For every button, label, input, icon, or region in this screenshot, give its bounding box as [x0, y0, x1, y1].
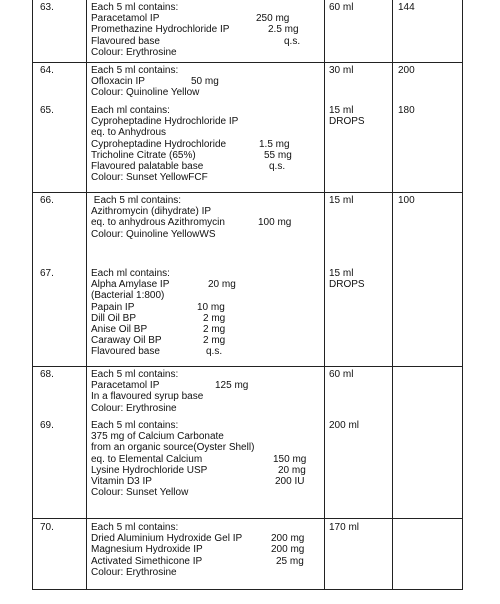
ingredient-quantity: 10 mg [197, 301, 225, 313]
composition-line [91, 76, 319, 87]
ingredient-quantity: 200 mg [271, 544, 305, 556]
ingredient-quantity: 55 mg [264, 149, 292, 161]
ingredient-text: Paracetamol IP [91, 380, 160, 392]
ingredient-quantity: 50 mg [191, 76, 219, 88]
ingredient-text: Alpha Amylase IP [91, 279, 170, 291]
ingredient-text: Each 5 ml contains: [91, 65, 179, 76]
composition-cell [91, 2, 319, 58]
ingredient-quantity: 2.5 mg [268, 24, 299, 36]
composition-line [91, 290, 319, 301]
composition-line [91, 476, 319, 487]
ingredient-quantity: 20 mg [208, 279, 236, 291]
column-divider-1 [86, 0, 87, 590]
composition-line [91, 380, 319, 391]
table-border-bottom [32, 589, 463, 590]
composition-line [91, 302, 319, 313]
ingredient-text: Tricholine Citrate (65%) [91, 149, 196, 161]
composition-line [91, 335, 319, 346]
serial-number: 69. [40, 420, 54, 431]
serial-number: 66. [40, 195, 54, 206]
pack-text: 15 ml [329, 268, 354, 279]
ingredient-text: Cyproheptadine Hydrochloride IP [91, 116, 239, 128]
composition-line [91, 522, 319, 533]
ingredient-quantity: 200 mg [271, 533, 305, 545]
composition-line [91, 369, 319, 380]
composition-line [91, 268, 319, 279]
pack-text: 15 ml [329, 195, 354, 206]
composition-line [91, 324, 319, 335]
ingredient-text: Colour: Quinoline YellowWS [91, 228, 216, 240]
composition-line [91, 403, 319, 414]
pack-text: 30 ml [329, 65, 354, 76]
quantity: 100 [398, 195, 415, 206]
composition-line [91, 2, 319, 13]
composition-line [91, 567, 319, 578]
ingredient-quantity: 150 mg [273, 453, 307, 465]
composition-line [91, 13, 319, 24]
ingredient-text: Lysine Hydrochloride USP [91, 464, 208, 476]
ingredient-quantity: 200 IU [275, 475, 305, 487]
ingredient-quantity: 125 mg [215, 380, 249, 392]
ingredient-text: from an organic source(Oyster Shell) [91, 442, 255, 454]
ingredient-text: Paracetamol IP [91, 13, 160, 25]
composition-line [91, 229, 319, 240]
serial-number: 64. [40, 65, 54, 76]
ingredient-text: Colour: Sunset YellowFCF [91, 172, 208, 184]
composition-line [91, 206, 319, 217]
ingredient-text: Ofloxacin IP [91, 76, 145, 88]
composition-cell [91, 268, 319, 358]
ingredient-text: Each 5 ml contains: [91, 195, 182, 206]
ingredient-text: Colour: Erythrosine [91, 566, 177, 578]
pack-text: DROPS [329, 116, 365, 128]
composition-cell [91, 369, 319, 414]
composition-line [91, 544, 319, 555]
ingredient-text: Azithromycin (dihydrate) IP [91, 206, 212, 218]
ingredient-text: Colour: Sunset Yellow [91, 487, 189, 499]
composition-line [91, 161, 319, 172]
ingredient-quantity: 2 mg [203, 323, 226, 335]
composition-line [91, 87, 319, 98]
composition-line [91, 195, 319, 206]
ingredient-text: Dill Oil BP [91, 312, 137, 324]
ingredient-text: Colour: Erythrosine [91, 402, 177, 414]
composition-line [91, 116, 319, 127]
ingredient-quantity: 1.5 mg [259, 138, 290, 150]
quantity: 180 [398, 105, 415, 116]
ingredient-text: Anise Oil BP [91, 323, 148, 335]
composition-line [91, 533, 319, 544]
ingredient-quantity: 20 mg [278, 464, 306, 476]
ingredient-quantity: q.s. [269, 160, 286, 172]
ingredient-text: (Bacterial 1:800) [91, 290, 165, 302]
quantity: 144 [398, 2, 415, 13]
ingredient-quantity: 2 mg [203, 335, 226, 347]
table-border-left [32, 0, 33, 590]
composition-line [91, 105, 319, 116]
row-divider [32, 366, 463, 367]
composition-cell [91, 420, 319, 498]
row-divider [32, 62, 463, 63]
composition-cell [91, 522, 319, 578]
ingredient-quantity: q.s. [284, 35, 301, 47]
composition-line [91, 172, 319, 183]
composition-line [91, 127, 319, 138]
composition-line [91, 346, 319, 357]
composition-line [91, 65, 319, 76]
ingredient-text: Each 5 ml contains: [91, 369, 179, 380]
composition-cell [91, 195, 319, 240]
serial-number: 68. [40, 369, 54, 380]
ingredient-text: Each 5 ml contains: [91, 2, 179, 13]
ingredient-text: Vitamin D3 IP [91, 475, 152, 487]
ingredient-quantity: 250 mg [256, 13, 290, 25]
pack-text: 170 ml [329, 522, 360, 533]
column-divider-2 [324, 0, 325, 590]
ingredient-quantity: 2 mg [203, 312, 226, 324]
ingredient-text: Promethazine Hydrochloride IP [91, 24, 230, 36]
composition-line [91, 313, 319, 324]
ingredient-quantity: q.s. [206, 346, 223, 358]
pack-text: 60 ml [329, 369, 354, 380]
ingredient-text: Cyproheptadine Hydrochloride [91, 138, 227, 150]
composition-line [91, 487, 319, 498]
pack-text: 200 ml [329, 420, 360, 431]
ingredient-text: Each 5 ml contains: [91, 420, 179, 431]
serial-number: 67. [40, 268, 54, 279]
pack-text: DROPS [329, 279, 365, 291]
row-divider [32, 518, 463, 519]
ingredient-text: Flavoured palatable base [91, 160, 204, 172]
composition-cell [91, 105, 319, 183]
table-border-right [462, 0, 463, 590]
composition-line [91, 454, 319, 465]
pack-text: 60 ml [329, 2, 354, 13]
composition-line [91, 139, 319, 150]
composition-line [91, 431, 319, 442]
composition-line [91, 150, 319, 161]
ingredient-text: Caraway Oil BP [91, 335, 162, 347]
composition-line [91, 36, 319, 47]
ingredient-quantity: 25 mg [276, 555, 304, 567]
composition-line [91, 217, 319, 228]
ingredient-text: Papain IP [91, 301, 135, 313]
composition-line [91, 556, 319, 567]
ingredient-text: Magnesium Hydroxide IP [91, 544, 203, 556]
ingredient-text: Each ml contains: [91, 268, 170, 279]
ingredient-text: Activated Simethicone IP [91, 555, 203, 567]
ingredient-text: Colour: Erythrosine [91, 46, 177, 58]
ingredient-text: Flavoured base [91, 346, 160, 358]
composition-line [91, 279, 319, 290]
ingredient-text: Dried Aluminium Hydroxide Gel IP [91, 533, 243, 545]
quantity: 200 [398, 65, 415, 76]
pack-text: 15 ml [329, 105, 354, 116]
ingredient-text: Flavoured base [91, 35, 160, 47]
composition-line [91, 442, 319, 453]
ingredient-text: Each ml contains: [91, 105, 170, 116]
serial-number: 70. [40, 522, 54, 533]
serial-number: 63. [40, 2, 54, 13]
serial-number: 65. [40, 105, 54, 116]
composition-line [91, 391, 319, 402]
composition-line [91, 465, 319, 476]
ingredient-text: eq. to Anhydrous [91, 127, 167, 139]
row-divider [32, 192, 463, 193]
ingredient-text: Colour: Quinoline Yellow [91, 87, 200, 99]
ingredient-text: eq. to anhydrous Azithromycin [91, 217, 225, 229]
ingredient-quantity: 100 mg [258, 217, 292, 229]
composition-line [91, 420, 319, 431]
ingredient-text: eq. to Elemental Calcium [91, 453, 203, 465]
ingredient-text: In a flavoured syrup base [91, 391, 204, 403]
column-divider-3 [392, 0, 393, 590]
composition-line [91, 47, 319, 58]
composition-cell [91, 65, 319, 99]
composition-line [91, 24, 319, 35]
ingredient-text: 375 mg of Calcium Carbonate [91, 431, 224, 443]
ingredient-text: Each 5 ml contains: [91, 522, 179, 533]
